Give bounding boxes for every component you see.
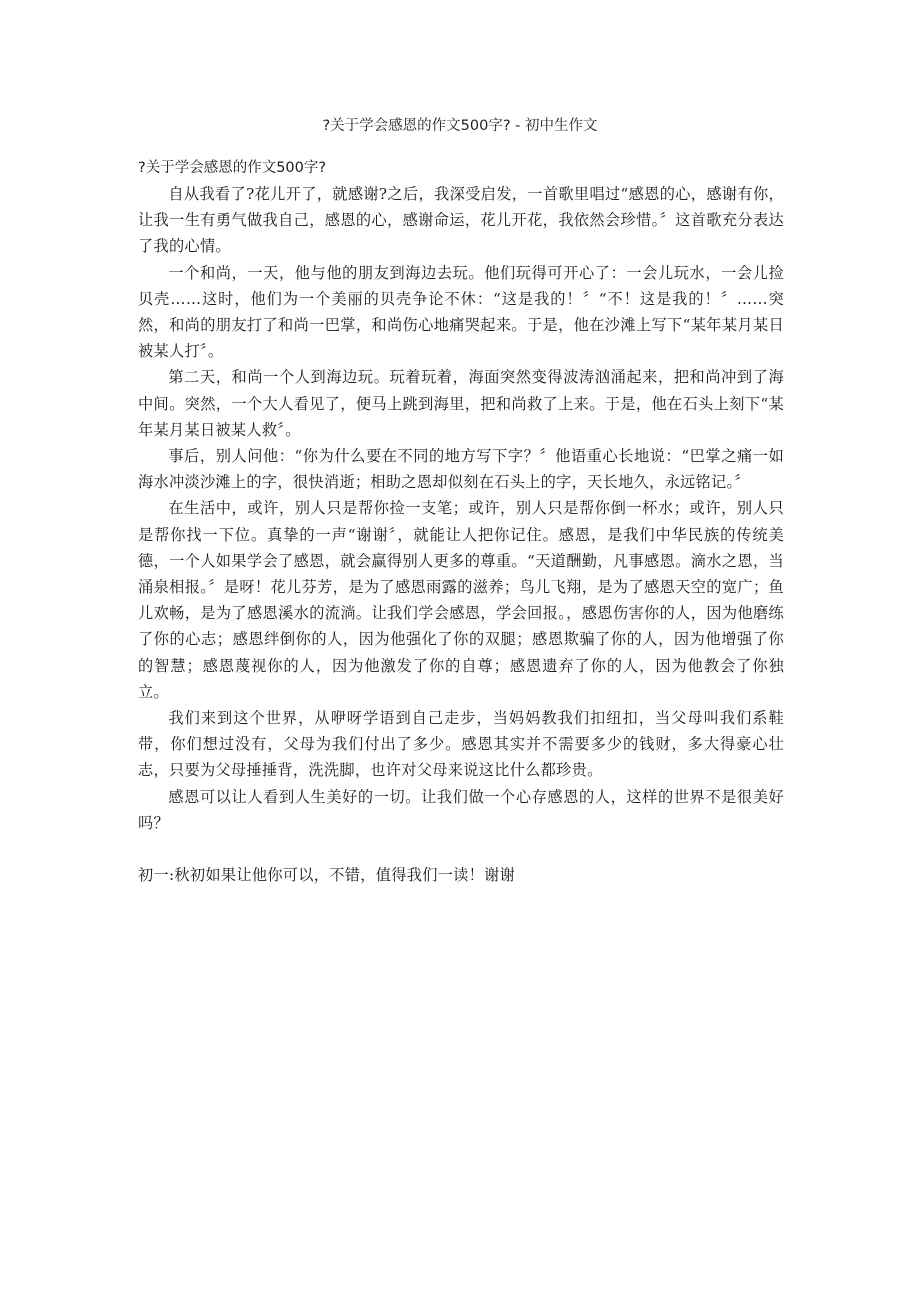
paragraph: 第二天，和尚一个人到海边玩。玩着玩着，海面突然变得波涛汹涌起来，把和尚冲到了海中间。突然，一个大人看见了，便马上跳到海里，把和尚救了上来。于是，他在石头上刻下“某年某月某日被某人救〞。 <box>138 368 784 439</box>
article-subtitle: ?关于学会感恩的作文500字? <box>138 160 327 176</box>
paragraph: 感恩可以让人看到人生美好的一切。让我们做一个心存感恩的人，这样的世界不是很美好吗？ <box>138 787 784 832</box>
paragraph: 一个和尚，一天，他与他的朋友到海边去玩。他们玩得可开心了：一会儿玩水，一会儿捡贝壳……这时，他们为一个美丽的贝壳争论不休：“这是我的！〞“不！这是我的！〞……突然，和尚的朋友打了和尚一巴掌，和尚伤心地痛哭起来。于是，他在沙滩上写下“某年某月某日被某人打〞。 <box>138 263 785 361</box>
paragraph: 自从我看了?花儿开了，就感谢?之后，我深受启发，一首歌里唱过“感恩的心，感谢有你，让我一生有勇气做我自己，感恩的心，感谢命运，花儿开花，我依然会珍惜。〞这首歌充分表达了我的心情。 <box>138 185 784 256</box>
paragraph: 在生活中，或许，别人只是帮你捡一支笔；或许，别人只是帮你倒一杯水；或许，别人只是帮你找一下位。真挚的一声“谢谢〞，就能让人把你记住。感恩，是我们中华民族的传统美德，一个人如果学会了感恩，就会赢得别人更多的尊重。“天道酬勤，凡事感恩。滴水之恩，当涌泉相报。〞是呀！花儿芬芳，是为了感恩雨露的滋养；鸟儿飞翔，是为了感恩天空的宽广；鱼儿欢畅，是为了感恩溪水的流淌。让我们学会感恩，学会回报。，感恩伤害你的人，因为他磨练了你的心志；感恩绊倒你的人，因为他强化了你的双腿；感恩欺骗了你的人，因为他增强了你的智慧；感恩蔑视你的人，因为他激发了你的自尊；感恩遗弃了你的人，因为他教会了你独立。 <box>138 499 784 701</box>
article-body <box>138 155 784 888</box>
paragraph: 事后，别人问他：“你为什么要在不同的地方写下字？〞他语重心长地说：“巴掌之痛一如海水冲淡沙滩上的字，很快消逝；相助之恩却似刻在石头上的字，天长地久，永远铭记。〞 <box>138 447 784 492</box>
page-title: ?关于学会感恩的作文500字? - 初中生作文 <box>322 118 598 134</box>
reader-comment: 初一:秋初如果让他你可以，不错，值得我们一读！谢谢 <box>138 866 516 885</box>
paragraph: 我们来到这个世界，从咿呀学语到自己走步，当妈妈教我们扣纽扣，当父母叫我们系鞋带，你们想过没有，父母为我们付出了多少。感恩其实并不需要多少的钱财，多大得豪心壮志，只要为父母捶捶背，洗洗脚，也许对父母来说这比什么都珍贵。 <box>138 709 784 780</box>
